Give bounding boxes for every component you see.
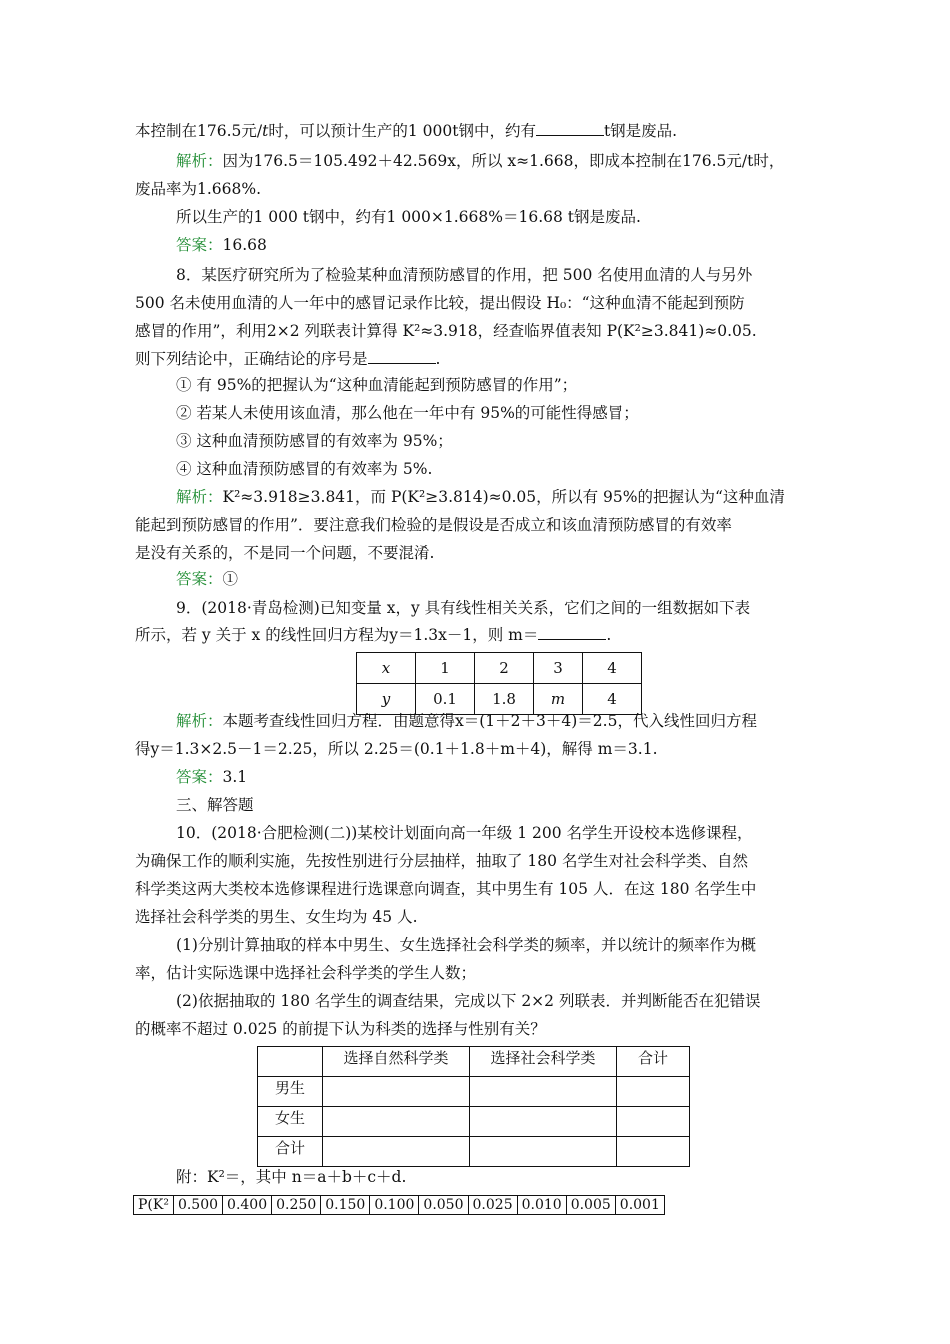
table-cell: 0.001 xyxy=(615,1196,664,1215)
table-cell xyxy=(470,1137,617,1167)
table-cell: 0.010 xyxy=(517,1196,566,1215)
p9-question-line: 9．(2018·青岛检测)已知变量 x，y 具有线性相关关系，它们之间的一组数据如下表 xyxy=(176,599,751,617)
table-row xyxy=(258,1107,690,1137)
p8-question-line: 则下列结论中，正确结论的序号是 . xyxy=(135,350,441,368)
p8-answer-blank xyxy=(368,349,436,364)
table-cell xyxy=(323,1077,470,1107)
p9-answer: 答案：3.1 xyxy=(176,768,248,786)
table-cell: 0.005 xyxy=(566,1196,615,1215)
table-header: 选择自然科学类 xyxy=(323,1047,470,1077)
row-label: 女生 xyxy=(258,1107,323,1137)
p8-answer: 答案：① xyxy=(176,570,239,588)
critical-value-table xyxy=(133,1195,665,1215)
p10-subquestion: (1)分别计算抽取的样本中男生、女生选择社会科学类的频率，并以统计的频率作为概 xyxy=(176,936,756,954)
p7-solution-line: 解析：因为176.5＝105.492＋42.569x，所以 x≈1.668，即成本控制在176.5元/t时， xyxy=(176,152,785,170)
p9-question-line: 所示，若 y 关于 x 的线性回归方程为y＝1.3x－1，则 m＝ . xyxy=(135,626,612,644)
p10-question-line: 10．(2018·合肥检测(二))某校计划面向高一年级 1 200 名学生开设校本选修课程， xyxy=(176,824,753,842)
p10-subquestion: 的概率不超过 0.025 的前提下认为科类的选择与性别有关？ xyxy=(135,1020,546,1038)
table-row xyxy=(258,1077,690,1107)
table-row xyxy=(357,653,642,684)
table-row xyxy=(134,1196,665,1215)
p10-note: 附：K²＝，其中 n＝a＋b＋c＋d. xyxy=(176,1168,407,1186)
table-cell xyxy=(323,1107,470,1137)
p9-solution-line: 得y＝1.3×2.5－1＝2.25，所以 2.25＝(0.1＋1.8＋m＋4)，解得 m＝3.1. xyxy=(135,740,658,758)
p9-answer-blank xyxy=(538,625,606,640)
table-cell: 0.150 xyxy=(321,1196,370,1215)
table-row xyxy=(357,684,642,715)
table-cell xyxy=(617,1077,690,1107)
p9-solution-line: 解析：本题考查线性回归方程．由题意得x＝(1＋2＋3＋4)＝2.5，代入线性回归方程 xyxy=(176,712,757,730)
table-row xyxy=(258,1137,690,1167)
table-cell xyxy=(617,1107,690,1137)
table-cell: 2 xyxy=(475,653,534,684)
table-cell: 1.8 xyxy=(475,684,534,715)
table-cell xyxy=(470,1077,617,1107)
p9-data-table xyxy=(356,652,642,715)
p8-solution-line: 是没有关系的，不是同一个问题，不要混淆. xyxy=(135,544,435,562)
table-cell: 0.400 xyxy=(223,1196,272,1215)
table-cell xyxy=(470,1107,617,1137)
p7-answer: 答案：16.68 xyxy=(176,236,267,254)
p8-option: ④ 这种血清预防感冒的有效率为 5%. xyxy=(176,460,433,478)
p10-subquestion: (2)依据抽取的 180 名学生的调查结果，完成以下 2×2 列联表．并判断能否在犯错误 xyxy=(176,992,761,1010)
table-cell xyxy=(258,1047,323,1077)
table-cell: m xyxy=(534,684,583,715)
table-cell: 0.050 xyxy=(419,1196,468,1215)
p10-subquestion: 率，估计实际选课中选择社会科学类的学生人数； xyxy=(135,964,477,982)
p8-solution-line: 解析：K²≈3.918≥3.841，而 P(K²≥3.814)≈0.05，所以有 95%的把握认为“这种血清 xyxy=(176,488,785,506)
p10-question-line: 选择社会科学类的男生、女生均为 45 人. xyxy=(135,908,418,926)
p8-option: ① 有 95%的把握认为“这种血清能起到预防感冒的作用”； xyxy=(176,376,578,394)
table-cell: y xyxy=(357,684,416,715)
table-cell xyxy=(323,1137,470,1167)
p7-solution-line: 所以生产的1 000 t钢中，约有1 000×1.668%＝16.68 t钢是废品. xyxy=(176,208,641,226)
table-cell: 0.100 xyxy=(370,1196,419,1215)
table-cell: P(K² xyxy=(134,1196,174,1215)
row-label: 男生 xyxy=(258,1077,323,1107)
p8-option: ② 若某人未使用该血清，那么他在一年中有 95%的可能性得感冒； xyxy=(176,404,639,422)
row-label: 合计 xyxy=(258,1137,323,1167)
table-cell: 0.500 xyxy=(173,1196,222,1215)
table-cell: 0.025 xyxy=(468,1196,517,1215)
p7-solution-line: 废品率为1.668%. xyxy=(135,180,262,198)
p8-question-line: 500 名未使用血清的人一年中的感冒记录作比较，提出假设 H₀：“这种血清不能起到预防 xyxy=(135,294,745,312)
table-cell: x xyxy=(357,653,416,684)
p10-question-line: 为确保工作的顺利实施，先按性别进行分层抽样，抽取了 180 名学生对社会科学类、自然 xyxy=(135,852,748,870)
p7-question-line: 本控制在176.5元/t时，可以预计生产的1 000t钢中，约有 t钢是废品. xyxy=(135,122,678,140)
table-cell: 0.1 xyxy=(416,684,475,715)
table-header: 选择社会科学类 xyxy=(470,1047,617,1077)
p10-contingency-table xyxy=(257,1046,690,1167)
p8-question-line: 8．某医疗研究所为了检验某种血清预防感冒的作用，把 500 名使用血清的人与另外 xyxy=(176,266,753,284)
table-cell: 4 xyxy=(583,653,642,684)
table-header: 合计 xyxy=(617,1047,690,1077)
table-row xyxy=(258,1047,690,1077)
table-cell: 0.250 xyxy=(272,1196,321,1215)
p7-answer-blank xyxy=(536,121,604,136)
table-cell: 4 xyxy=(583,684,642,715)
p8-question-line: 感冒的作用”，利用2×2 列联表计算得 K²≈3.918，经查临界值表知 P(K²≥3.841)≈0.05. xyxy=(135,322,757,340)
p10-question-line: 科学类这两大类校本选修课程进行选课意向调查，其中男生有 105 人．在这 180 名学生中 xyxy=(135,880,757,898)
table-cell: 3 xyxy=(534,653,583,684)
table-cell: 1 xyxy=(416,653,475,684)
section-heading: 三、解答题 xyxy=(176,796,254,814)
p8-solution-line: 能起到预防感冒的作用”．要注意我们检验的是假设是否成立和该血清预防感冒的有效率 xyxy=(135,516,732,534)
p8-option: ③ 这种血清预防感冒的有效率为 95%； xyxy=(176,432,453,450)
table-cell xyxy=(617,1137,690,1167)
